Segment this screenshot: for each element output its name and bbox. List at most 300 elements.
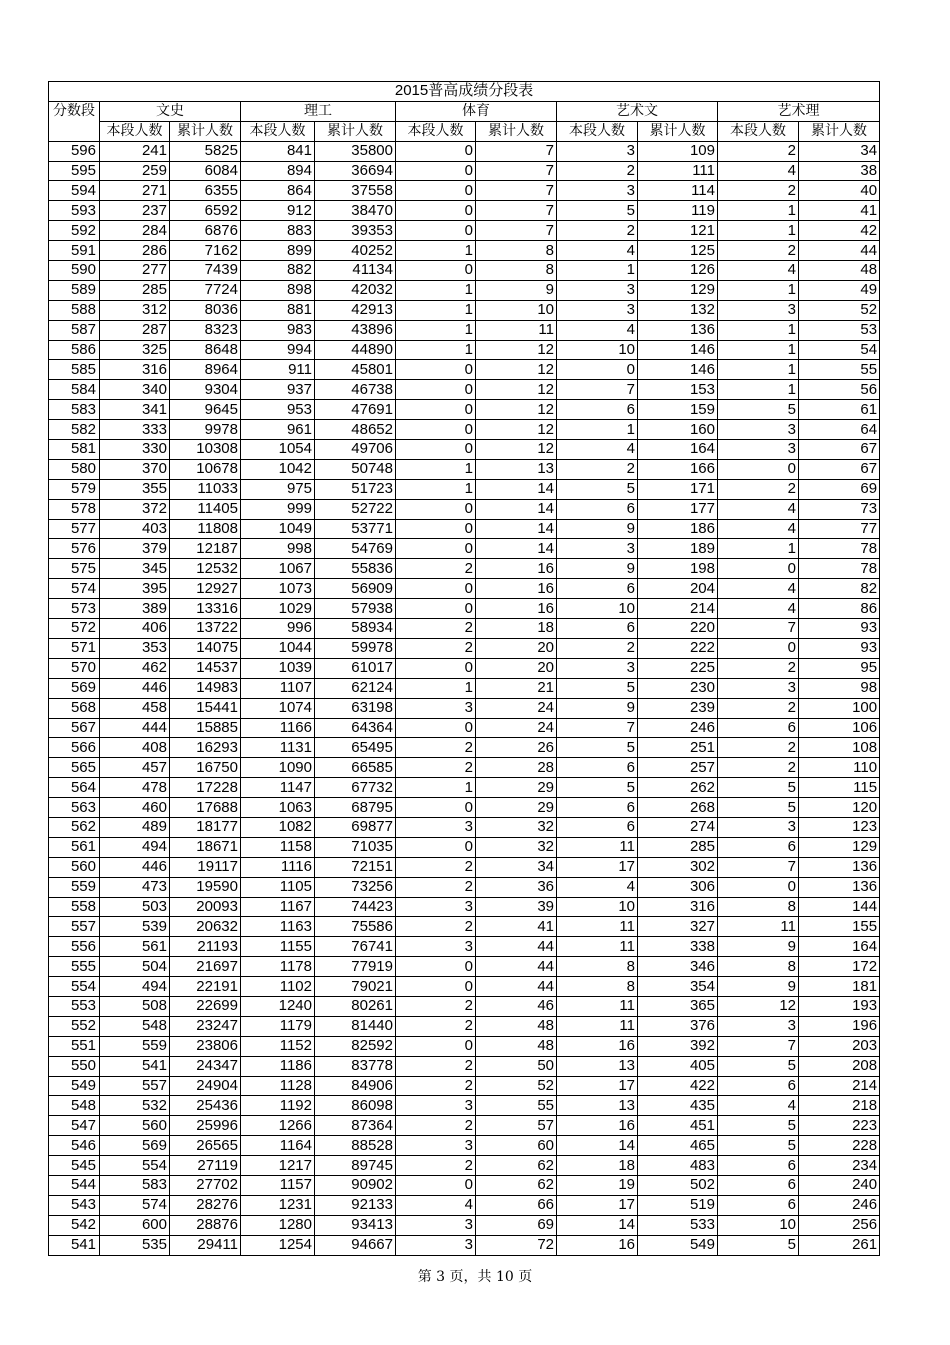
group-header-tiyu: 体育: [396, 101, 557, 121]
table-row: [49, 778, 880, 798]
table-row: [49, 837, 880, 857]
score-cell: 567: [49, 718, 100, 738]
ligong-cumulative-cell: 80261: [315, 996, 396, 1016]
ligong-segment-cell: 1152: [241, 1036, 315, 1056]
yishuli-segment-cell: 2: [718, 241, 799, 261]
table-row: [49, 917, 880, 937]
group-header-row: [49, 101, 880, 121]
yishuwen-segment-cell: 5: [557, 479, 638, 499]
sub-header-segment-count: 本段人数: [241, 121, 315, 141]
wenshi-cumulative-cell: 9645: [170, 400, 241, 420]
yishuwen-cumulative-cell: 302: [638, 857, 718, 877]
tiyu-segment-cell: 0: [396, 400, 476, 420]
tiyu-cumulative-cell: 44: [476, 977, 557, 997]
ligong-cumulative-cell: 42032: [315, 280, 396, 300]
tiyu-cumulative-cell: 48: [476, 1036, 557, 1056]
yishuwen-segment-cell: 2: [557, 459, 638, 479]
yishuli-segment-cell: 5: [718, 798, 799, 818]
score-cell: 563: [49, 798, 100, 818]
tiyu-cumulative-cell: 28: [476, 758, 557, 778]
tiyu-cumulative-cell: 36: [476, 877, 557, 897]
wenshi-segment-cell: 406: [100, 619, 170, 639]
wenshi-segment-cell: 389: [100, 599, 170, 619]
yishuli-segment-cell: 0: [718, 877, 799, 897]
tiyu-cumulative-cell: 18: [476, 619, 557, 639]
tiyu-cumulative-cell: 52: [476, 1076, 557, 1096]
score-cell: 578: [49, 499, 100, 519]
wenshi-segment-cell: 444: [100, 718, 170, 738]
ligong-segment-cell: 1240: [241, 996, 315, 1016]
yishuwen-segment-cell: 11: [557, 937, 638, 957]
ligong-segment-cell: 882: [241, 261, 315, 281]
wenshi-segment-cell: 340: [100, 380, 170, 400]
score-cell: 570: [49, 658, 100, 678]
yishuwen-segment-cell: 3: [557, 539, 638, 559]
yishuwen-segment-cell: 17: [557, 1195, 638, 1215]
ligong-segment-cell: 994: [241, 340, 315, 360]
yishuli-cumulative-cell: 41: [799, 201, 880, 221]
score-cell: 557: [49, 917, 100, 937]
table-row: [49, 1235, 880, 1255]
tiyu-segment-cell: 2: [396, 1056, 476, 1076]
tiyu-cumulative-cell: 7: [476, 181, 557, 201]
yishuli-segment-cell: 4: [718, 1096, 799, 1116]
yishuli-segment-cell: 9: [718, 977, 799, 997]
yishuwen-cumulative-cell: 153: [638, 380, 718, 400]
tiyu-segment-cell: 2: [396, 758, 476, 778]
tiyu-cumulative-cell: 29: [476, 798, 557, 818]
wenshi-segment-cell: 285: [100, 280, 170, 300]
table-row: [49, 1116, 880, 1136]
yishuwen-cumulative-cell: 204: [638, 579, 718, 599]
yishuwen-segment-cell: 3: [557, 300, 638, 320]
wenshi-cumulative-cell: 28876: [170, 1215, 241, 1235]
yishuli-segment-cell: 9: [718, 937, 799, 957]
wenshi-cumulative-cell: 14075: [170, 638, 241, 658]
score-cell: 593: [49, 201, 100, 221]
wenshi-cumulative-cell: 19117: [170, 857, 241, 877]
yishuwen-segment-cell: 16: [557, 1235, 638, 1255]
yishuli-cumulative-cell: 136: [799, 857, 880, 877]
yishuli-segment-cell: 7: [718, 1036, 799, 1056]
yishuwen-cumulative-cell: 376: [638, 1016, 718, 1036]
tiyu-segment-cell: 3: [396, 1136, 476, 1156]
yishuli-cumulative-cell: 67: [799, 440, 880, 460]
tiyu-segment-cell: 0: [396, 360, 476, 380]
tiyu-cumulative-cell: 62: [476, 1175, 557, 1195]
score-cell: 564: [49, 778, 100, 798]
tiyu-segment-cell: 0: [396, 599, 476, 619]
ligong-segment-cell: 1039: [241, 658, 315, 678]
yishuwen-cumulative-cell: 146: [638, 340, 718, 360]
score-cell: 556: [49, 937, 100, 957]
ligong-cumulative-cell: 72151: [315, 857, 396, 877]
yishuwen-segment-cell: 7: [557, 718, 638, 738]
ligong-cumulative-cell: 65495: [315, 738, 396, 758]
ligong-cumulative-cell: 44890: [315, 340, 396, 360]
wenshi-segment-cell: 345: [100, 559, 170, 579]
tiyu-cumulative-cell: 55: [476, 1096, 557, 1116]
tiyu-cumulative-cell: 39: [476, 897, 557, 917]
table-row: [49, 738, 880, 758]
wenshi-cumulative-cell: 6592: [170, 201, 241, 221]
yishuli-cumulative-cell: 234: [799, 1156, 880, 1176]
yishuwen-segment-cell: 16: [557, 1036, 638, 1056]
yishuwen-cumulative-cell: 533: [638, 1215, 718, 1235]
yishuli-segment-cell: 2: [718, 141, 799, 161]
wenshi-segment-cell: 557: [100, 1076, 170, 1096]
wenshi-cumulative-cell: 10308: [170, 440, 241, 460]
ligong-segment-cell: 1147: [241, 778, 315, 798]
wenshi-cumulative-cell: 20632: [170, 917, 241, 937]
ligong-cumulative-cell: 69877: [315, 817, 396, 837]
yishuwen-cumulative-cell: 246: [638, 718, 718, 738]
wenshi-segment-cell: 446: [100, 678, 170, 698]
ligong-cumulative-cell: 66585: [315, 758, 396, 778]
yishuwen-segment-cell: 3: [557, 181, 638, 201]
table-row: [49, 479, 880, 499]
yishuwen-cumulative-cell: 171: [638, 479, 718, 499]
wenshi-segment-cell: 583: [100, 1175, 170, 1195]
yishuwen-cumulative-cell: 519: [638, 1195, 718, 1215]
yishuwen-cumulative-cell: 262: [638, 778, 718, 798]
tiyu-segment-cell: 0: [396, 261, 476, 281]
wenshi-cumulative-cell: 20093: [170, 897, 241, 917]
table-row: [49, 957, 880, 977]
table-row: [49, 280, 880, 300]
yishuli-cumulative-cell: 214: [799, 1076, 880, 1096]
wenshi-cumulative-cell: 12532: [170, 559, 241, 579]
ligong-segment-cell: 983: [241, 320, 315, 340]
ligong-segment-cell: 1178: [241, 957, 315, 977]
ligong-segment-cell: 996: [241, 619, 315, 639]
tiyu-segment-cell: 2: [396, 1156, 476, 1176]
ligong-cumulative-cell: 40252: [315, 241, 396, 261]
score-column-header: 分数段: [49, 101, 100, 141]
yishuli-segment-cell: 2: [718, 698, 799, 718]
tiyu-segment-cell: 2: [396, 917, 476, 937]
ligong-segment-cell: 881: [241, 300, 315, 320]
wenshi-cumulative-cell: 8648: [170, 340, 241, 360]
tiyu-cumulative-cell: 16: [476, 579, 557, 599]
yishuli-cumulative-cell: 98: [799, 678, 880, 698]
yishuli-cumulative-cell: 69: [799, 479, 880, 499]
yishuli-cumulative-cell: 53: [799, 320, 880, 340]
yishuli-cumulative-cell: 48: [799, 261, 880, 281]
yishuli-cumulative-cell: 77: [799, 519, 880, 539]
yishuli-segment-cell: 1: [718, 280, 799, 300]
yishuwen-cumulative-cell: 146: [638, 360, 718, 380]
ligong-cumulative-cell: 83778: [315, 1056, 396, 1076]
wenshi-segment-cell: 286: [100, 241, 170, 261]
ligong-segment-cell: 1049: [241, 519, 315, 539]
wenshi-segment-cell: 284: [100, 221, 170, 241]
tiyu-cumulative-cell: 13: [476, 459, 557, 479]
ligong-segment-cell: 1192: [241, 1096, 315, 1116]
yishuli-cumulative-cell: 261: [799, 1235, 880, 1255]
yishuwen-cumulative-cell: 186: [638, 519, 718, 539]
ligong-segment-cell: 937: [241, 380, 315, 400]
tiyu-segment-cell: 2: [396, 857, 476, 877]
ligong-cumulative-cell: 49706: [315, 440, 396, 460]
tiyu-cumulative-cell: 24: [476, 698, 557, 718]
score-cell: 571: [49, 638, 100, 658]
ligong-cumulative-cell: 87364: [315, 1116, 396, 1136]
ligong-segment-cell: 1063: [241, 798, 315, 818]
yishuli-segment-cell: 5: [718, 1136, 799, 1156]
ligong-cumulative-cell: 88528: [315, 1136, 396, 1156]
yishuwen-cumulative-cell: 316: [638, 897, 718, 917]
yishuli-segment-cell: 4: [718, 599, 799, 619]
yishuli-cumulative-cell: 172: [799, 957, 880, 977]
yishuli-segment-cell: 0: [718, 459, 799, 479]
wenshi-cumulative-cell: 13722: [170, 619, 241, 639]
wenshi-segment-cell: 541: [100, 1056, 170, 1076]
table-row: [49, 499, 880, 519]
ligong-segment-cell: 1074: [241, 698, 315, 718]
wenshi-segment-cell: 287: [100, 320, 170, 340]
tiyu-cumulative-cell: 44: [476, 957, 557, 977]
ligong-cumulative-cell: 92133: [315, 1195, 396, 1215]
wenshi-segment-cell: 494: [100, 837, 170, 857]
yishuwen-cumulative-cell: 346: [638, 957, 718, 977]
tiyu-segment-cell: 0: [396, 221, 476, 241]
yishuwen-cumulative-cell: 198: [638, 559, 718, 579]
yishuli-cumulative-cell: 108: [799, 738, 880, 758]
ligong-cumulative-cell: 89745: [315, 1156, 396, 1176]
tiyu-segment-cell: 0: [396, 798, 476, 818]
score-cell: 580: [49, 459, 100, 479]
wenshi-segment-cell: 539: [100, 917, 170, 937]
wenshi-cumulative-cell: 27702: [170, 1175, 241, 1195]
wenshi-segment-cell: 333: [100, 420, 170, 440]
score-cell: 542: [49, 1215, 100, 1235]
table-row: [49, 380, 880, 400]
wenshi-segment-cell: 561: [100, 937, 170, 957]
yishuwen-cumulative-cell: 222: [638, 638, 718, 658]
score-cell: 595: [49, 161, 100, 181]
yishuwen-segment-cell: 6: [557, 798, 638, 818]
wenshi-segment-cell: 271: [100, 181, 170, 201]
score-cell: 589: [49, 280, 100, 300]
ligong-cumulative-cell: 64364: [315, 718, 396, 738]
ligong-cumulative-cell: 84906: [315, 1076, 396, 1096]
tiyu-segment-cell: 0: [396, 161, 476, 181]
yishuli-cumulative-cell: 95: [799, 658, 880, 678]
score-cell: 543: [49, 1195, 100, 1215]
yishuli-cumulative-cell: 93: [799, 619, 880, 639]
tiyu-segment-cell: 3: [396, 817, 476, 837]
ligong-segment-cell: 1158: [241, 837, 315, 857]
score-cell: 594: [49, 181, 100, 201]
score-cell: 551: [49, 1036, 100, 1056]
wenshi-segment-cell: 341: [100, 400, 170, 420]
score-cell: 596: [49, 141, 100, 161]
table-row: [49, 241, 880, 261]
score-cell: 549: [49, 1076, 100, 1096]
score-cell: 547: [49, 1116, 100, 1136]
yishuli-cumulative-cell: 100: [799, 698, 880, 718]
tiyu-segment-cell: 3: [396, 1235, 476, 1255]
tiyu-segment-cell: 1: [396, 459, 476, 479]
yishuli-cumulative-cell: 181: [799, 977, 880, 997]
yishuwen-segment-cell: 9: [557, 559, 638, 579]
wenshi-cumulative-cell: 25436: [170, 1096, 241, 1116]
yishuwen-cumulative-cell: 306: [638, 877, 718, 897]
yishuwen-segment-cell: 1: [557, 420, 638, 440]
wenshi-segment-cell: 574: [100, 1195, 170, 1215]
yishuwen-cumulative-cell: 109: [638, 141, 718, 161]
wenshi-cumulative-cell: 11033: [170, 479, 241, 499]
yishuli-segment-cell: 11: [718, 917, 799, 937]
table-row: [49, 519, 880, 539]
sub-header-cumulative-count: 累计人数: [799, 121, 880, 141]
ligong-segment-cell: 899: [241, 241, 315, 261]
score-cell: 576: [49, 539, 100, 559]
yishuwen-segment-cell: 13: [557, 1056, 638, 1076]
yishuli-segment-cell: 2: [718, 181, 799, 201]
yishuwen-cumulative-cell: 365: [638, 996, 718, 1016]
table-row: [49, 817, 880, 837]
yishuli-segment-cell: 2: [718, 658, 799, 678]
ligong-cumulative-cell: 94667: [315, 1235, 396, 1255]
ligong-cumulative-cell: 54769: [315, 539, 396, 559]
yishuli-segment-cell: 1: [718, 340, 799, 360]
yishuli-cumulative-cell: 67: [799, 459, 880, 479]
table-row: [49, 937, 880, 957]
wenshi-cumulative-cell: 29411: [170, 1235, 241, 1255]
wenshi-cumulative-cell: 15885: [170, 718, 241, 738]
yishuli-cumulative-cell: 42: [799, 221, 880, 241]
yishuli-cumulative-cell: 164: [799, 937, 880, 957]
ligong-segment-cell: 1167: [241, 897, 315, 917]
yishuwen-cumulative-cell: 354: [638, 977, 718, 997]
wenshi-segment-cell: 403: [100, 519, 170, 539]
ligong-segment-cell: 883: [241, 221, 315, 241]
yishuli-segment-cell: 3: [718, 817, 799, 837]
yishuli-cumulative-cell: 55: [799, 360, 880, 380]
wenshi-segment-cell: 532: [100, 1096, 170, 1116]
ligong-cumulative-cell: 77919: [315, 957, 396, 977]
yishuwen-cumulative-cell: 483: [638, 1156, 718, 1176]
score-cell: 587: [49, 320, 100, 340]
tiyu-cumulative-cell: 16: [476, 599, 557, 619]
tiyu-segment-cell: 2: [396, 559, 476, 579]
score-cell: 550: [49, 1056, 100, 1076]
wenshi-segment-cell: 408: [100, 738, 170, 758]
tiyu-cumulative-cell: 66: [476, 1195, 557, 1215]
page-footer: 第 3 页，共 10 页: [417, 1269, 533, 1285]
tiyu-segment-cell: 0: [396, 957, 476, 977]
yishuwen-segment-cell: 11: [557, 837, 638, 857]
score-cell: 553: [49, 996, 100, 1016]
yishuli-segment-cell: 3: [718, 440, 799, 460]
yishuwen-cumulative-cell: 189: [638, 539, 718, 559]
tiyu-cumulative-cell: 9: [476, 280, 557, 300]
ligong-cumulative-cell: 76741: [315, 937, 396, 957]
wenshi-segment-cell: 478: [100, 778, 170, 798]
wenshi-segment-cell: 353: [100, 638, 170, 658]
tiyu-cumulative-cell: 34: [476, 857, 557, 877]
table-row: [49, 678, 880, 698]
yishuwen-segment-cell: 6: [557, 758, 638, 778]
yishuli-segment-cell: 1: [718, 539, 799, 559]
yishuwen-cumulative-cell: 285: [638, 837, 718, 857]
yishuli-cumulative-cell: 38: [799, 161, 880, 181]
wenshi-segment-cell: 494: [100, 977, 170, 997]
wenshi-segment-cell: 508: [100, 996, 170, 1016]
tiyu-segment-cell: 0: [396, 499, 476, 519]
yishuli-cumulative-cell: 93: [799, 638, 880, 658]
table-row: [49, 1195, 880, 1215]
yishuli-segment-cell: 3: [718, 420, 799, 440]
tiyu-cumulative-cell: 12: [476, 360, 557, 380]
wenshi-cumulative-cell: 11405: [170, 499, 241, 519]
yishuwen-cumulative-cell: 268: [638, 798, 718, 818]
ligong-segment-cell: 1044: [241, 638, 315, 658]
ligong-segment-cell: 1128: [241, 1076, 315, 1096]
wenshi-cumulative-cell: 26565: [170, 1136, 241, 1156]
yishuwen-segment-cell: 11: [557, 1016, 638, 1036]
table-row: [49, 201, 880, 221]
score-cell: 590: [49, 261, 100, 281]
yishuli-segment-cell: 0: [718, 559, 799, 579]
score-cell: 548: [49, 1096, 100, 1116]
score-cell: 552: [49, 1016, 100, 1036]
yishuli-cumulative-cell: 34: [799, 141, 880, 161]
score-cell: 555: [49, 957, 100, 977]
score-cell: 592: [49, 221, 100, 241]
ligong-segment-cell: 975: [241, 479, 315, 499]
ligong-segment-cell: 1116: [241, 857, 315, 877]
wenshi-cumulative-cell: 12927: [170, 579, 241, 599]
ligong-segment-cell: 1102: [241, 977, 315, 997]
wenshi-segment-cell: 312: [100, 300, 170, 320]
tiyu-segment-cell: 2: [396, 638, 476, 658]
table-row: [49, 221, 880, 241]
yishuli-cumulative-cell: 193: [799, 996, 880, 1016]
ligong-segment-cell: 1067: [241, 559, 315, 579]
wenshi-cumulative-cell: 22699: [170, 996, 241, 1016]
ligong-cumulative-cell: 42913: [315, 300, 396, 320]
yishuli-cumulative-cell: 52: [799, 300, 880, 320]
yishuwen-segment-cell: 6: [557, 817, 638, 837]
wenshi-cumulative-cell: 6876: [170, 221, 241, 241]
ligong-cumulative-cell: 61017: [315, 658, 396, 678]
ligong-segment-cell: 1254: [241, 1235, 315, 1255]
ligong-cumulative-cell: 82592: [315, 1036, 396, 1056]
yishuwen-cumulative-cell: 435: [638, 1096, 718, 1116]
score-cell: 588: [49, 300, 100, 320]
ligong-segment-cell: 1090: [241, 758, 315, 778]
yishuwen-segment-cell: 18: [557, 1156, 638, 1176]
yishuli-segment-cell: 5: [718, 1116, 799, 1136]
ligong-cumulative-cell: 41134: [315, 261, 396, 281]
ligong-segment-cell: 864: [241, 181, 315, 201]
yishuli-segment-cell: 2: [718, 479, 799, 499]
table-row: [49, 1056, 880, 1076]
score-cell: 545: [49, 1156, 100, 1176]
wenshi-segment-cell: 548: [100, 1016, 170, 1036]
yishuli-cumulative-cell: 106: [799, 718, 880, 738]
table-row: [49, 360, 880, 380]
ligong-segment-cell: 1157: [241, 1175, 315, 1195]
table-row: [49, 579, 880, 599]
table-row: [49, 459, 880, 479]
yishuwen-segment-cell: 1: [557, 261, 638, 281]
yishuwen-segment-cell: 4: [557, 440, 638, 460]
yishuwen-segment-cell: 5: [557, 201, 638, 221]
